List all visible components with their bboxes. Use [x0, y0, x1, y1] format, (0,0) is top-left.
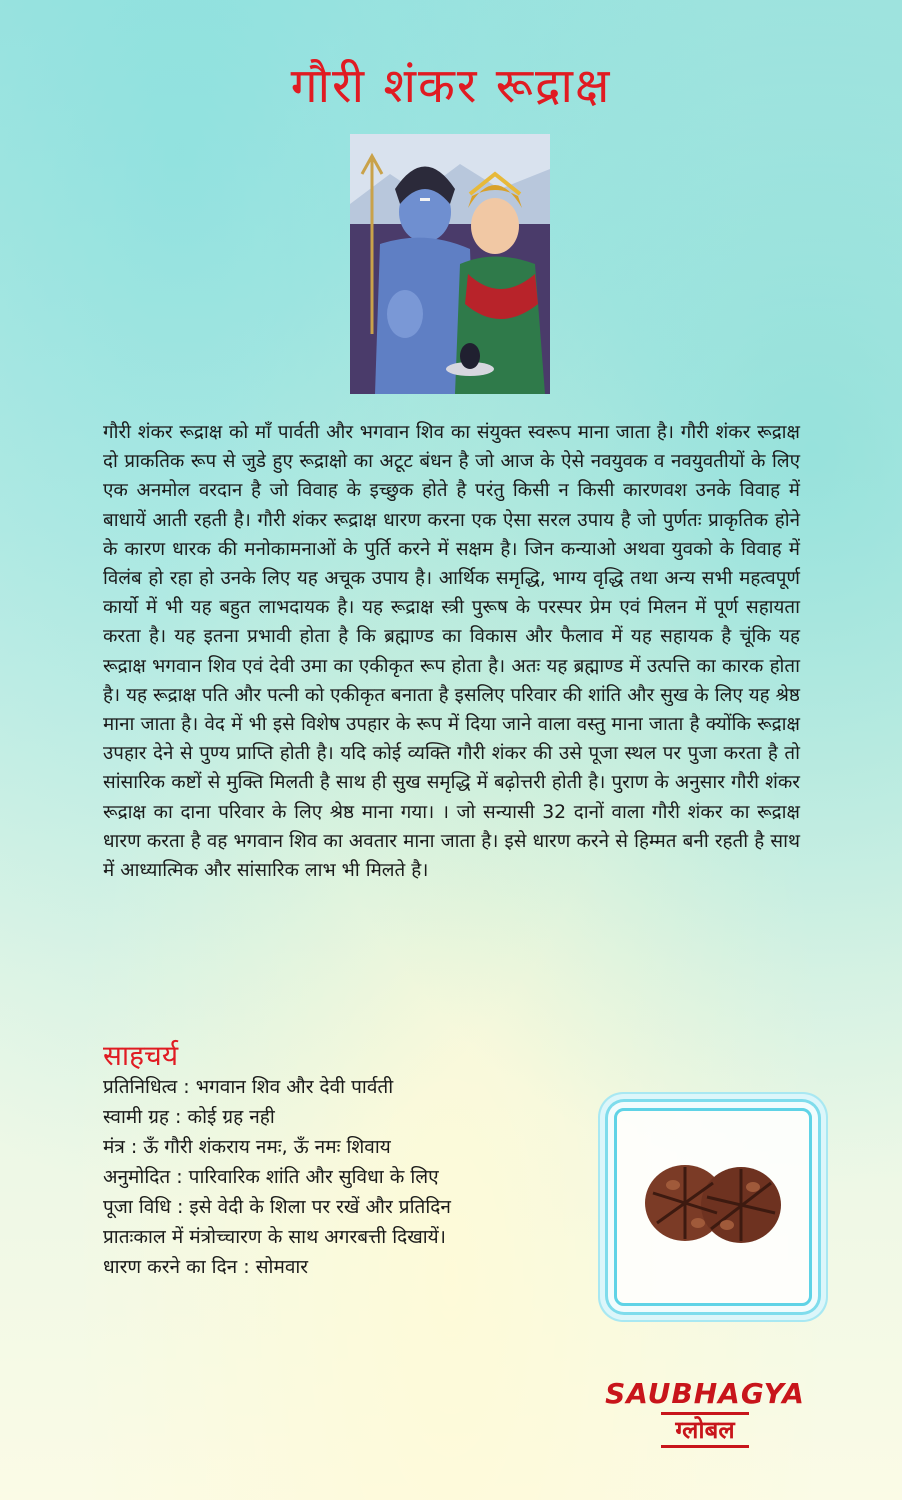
attribute-wearing-day: धारण करने का दिन : सोमवार	[103, 1256, 309, 1278]
brand-logo	[585, 1378, 825, 1448]
attribute-worship-method-continued: प्रातःकाल में मंत्रोच्चारण के साथ अगरबत्ती दिखायें।	[103, 1226, 446, 1248]
attribute-ruling-planet: स्वामी ग्रह : कोई ग्रह नही	[103, 1106, 275, 1128]
brand-subtitle: ग्लोबल	[661, 1412, 748, 1448]
attribute-approved-for: अनुमोदित : पारिवारिक शांति और सुविधा के लिए	[103, 1166, 439, 1188]
attribute-worship-method: पूजा विधि : इसे वेदी के शिला पर रखें और प्रतिदिन	[103, 1196, 451, 1218]
attributes-list	[103, 1072, 603, 1282]
shiva-parvati-image	[350, 134, 550, 394]
attribute-mantra: मंत्र : ऊँ गौरी शंकराय नमः, ऊँ नमः शिवाय	[103, 1136, 391, 1158]
brand-name: SAUBHAGYA	[605, 1377, 805, 1410]
page-title: गौरी शंकर रूद्राक्ष	[290, 58, 612, 114]
section-heading: साहचर्य	[103, 1039, 179, 1072]
rudraksha-bead-frame	[614, 1108, 812, 1306]
attribute-representation: प्रतिनिधित्व : भगवान शिव और देवी पार्वती	[103, 1076, 394, 1098]
rudraksha-bead-icon	[643, 1153, 783, 1253]
description-paragraph: गौरी शंकर रूद्राक्ष को माँ पार्वती और भगवान शिव का संयुक्त स्वरूप माना जाता है। गौरी शंकर रूद्राक्ष दो प्राकतिक रूप से जुडे हुए रूद्राक्षो का अटूट बंधन है जो आज के ऐसे नवयुवक व नवयुवतीयों के लिए एक अनमोल वरदान है जो विवाह के इच्छुक होते है परंतु किसी न किसी कारणवश उनके विवाह में बाधायें आती रहती है। गौरी शंकर रूद्राक्ष धारण करना एक ऐसा सरल उपाय है जो पुर्णतः प्राकृतिक होने के कारण धारक की मनोकामनाओं के पुर्ति करने में सक्षम है। जिन कन्याओ अथवा युवको के विवाह में विलंब हो रहा हो उनके लिए यह अचूक उपाय है। आर्थिक समृद्धि, भाग्य वृद्धि तथा अन्य सभी महत्वपूर्ण कार्यो में भी यह बहुत लाभदायक है। यह रूद्राक्ष स्त्री पुरूष के परस्पर प्रेम एवं मिलन में पूर्ण सहायता करता है। यह इतना प्रभावी होता है कि ब्रह्माण्ड का विकास और फैलाव में यह सहायक है चूंकि यह रूद्राक्ष भगवान शिव एवं देवी उमा का एकीकृत रूप होता है। अतः यह ब्रह्माण्ड में उत्पत्ति का कारक होता है। यह रूद्राक्ष पति और पत्नी को एकीकृत बनाता है इसलिए परिवार की शांति और सुख के लिए यह श्रेष्ठ माना जाता है। वेद में भी इसे विशेष उपहार के रूप में दिया जाने वाला वस्तु माना जाता है क्योंकि रूद्राक्ष उपहार देने से पुण्य प्राप्ति होती है। यदि कोई व्यक्ति गौरी शंकर की उसे पूजा स्थल पर पुजा करता है तो सांसारिक कष्टों से मुक्ति मिलती है साथ ही सुख समृद्धि में बढ़ोत्तरी होती है। पुराण के अनुसार गौरी शंकर रूद्राक्ष का दाना परिवार के लिए श्रेष्ठ माना गया। । जो सन्यासी 32 दानों वाला गौरी शंकर का रूद्राक्ष धारण करता है वह भगवान शिव का अवतार माना जाता है। इसे धारण करने से हिम्मत बनी रहती है साथ में आध्यात्मिक और सांसारिक लाभ भी मिलते है।	[103, 422, 800, 882]
